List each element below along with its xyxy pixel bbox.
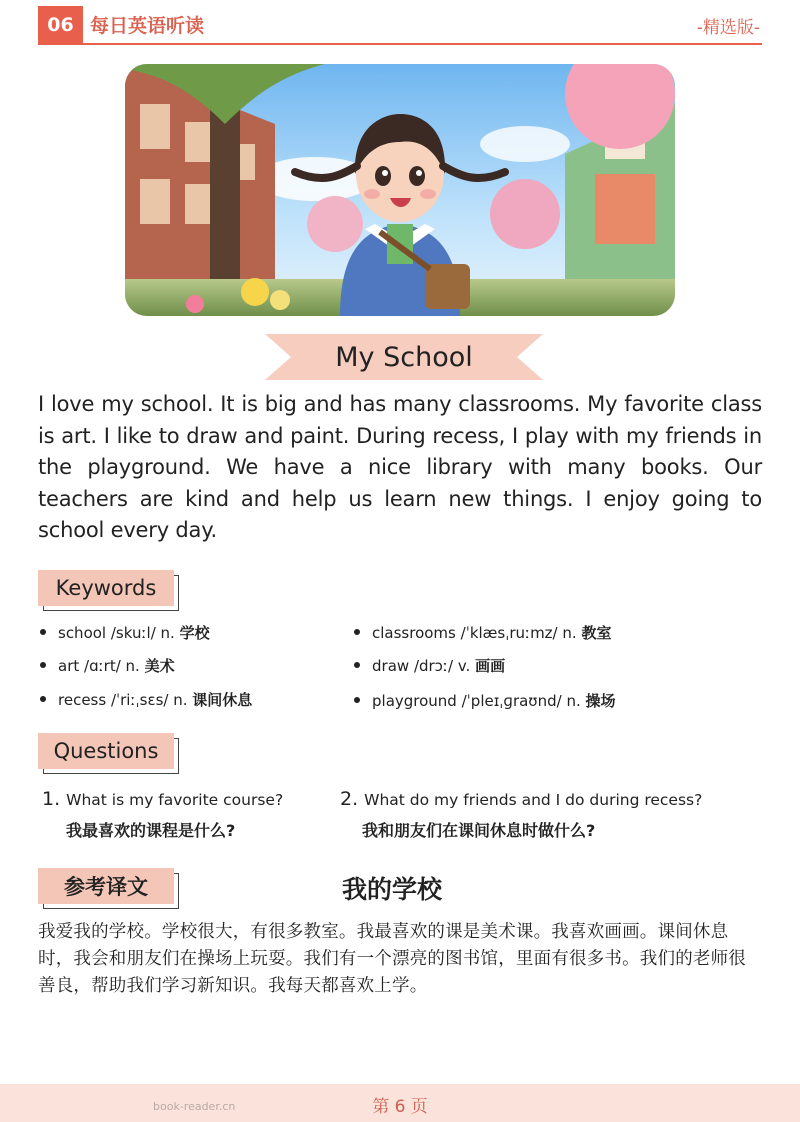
translation-body: 我爱我的学校。学校很大，有很多教室。我最喜欢的课是美术课。我喜欢画画。课间休息时，我会和朋友们在操场上玩耍。我们有一个漂亮的图书馆，里面有很多书。我们的老师很善良，帮助我们学习新知识。我每天都喜欢上学。 (38, 922, 746, 996)
footer-website: book-reader.cn (153, 1100, 236, 1113)
translation-label: 参考译文 (38, 868, 174, 904)
page-header (38, 6, 762, 46)
translation-title: 我的学校 (342, 875, 443, 904)
bullet-dot (354, 697, 360, 703)
keyword-item: school /skuːl/ n. 学校 (40, 622, 210, 643)
series-title: 每日英语听读 (90, 15, 205, 37)
bullet-dot (40, 629, 46, 635)
keyword-item: playground /ˈpleɪˌɡraʊnd/ n. 操场 (354, 690, 616, 711)
lesson-number-badge: 06 (38, 6, 83, 44)
keyword-item: classrooms /ˈklæsˌruːmz/ n. 教室 (354, 622, 611, 643)
question-1-zh: 我最喜欢的课程是什么? (66, 821, 236, 840)
story-illustration (125, 64, 675, 316)
question-2-zh: 我和朋友们在课间休息时做什么? (362, 821, 596, 840)
bullet-dot (40, 662, 46, 668)
translation-section-tag (38, 868, 174, 904)
bullet-dot (354, 629, 360, 635)
story-title: My School (335, 341, 473, 373)
page-number: 第 6 页 (372, 1097, 428, 1117)
keyword-item: draw /drɔː/ v. 画画 (354, 655, 505, 676)
bullet-dot (40, 696, 46, 702)
questions-label: Questions (38, 733, 174, 769)
keywords-section-tag (38, 570, 174, 606)
question-1-en: 1. What is my favorite course? (42, 788, 284, 810)
header-divider (38, 43, 762, 45)
bullet-dot (354, 662, 360, 668)
keyword-item: recess /ˈriːˌsɛs/ n. 课间休息 (40, 689, 252, 710)
story-passage: I love my school. It is big and has many classrooms. My favorite class is art. I like to draw and paint. During recess, I play with my friends in the playground. We have a nice library with many books. Our teachers are kind and help us learn new things. I enjoy going to school every day. (38, 392, 762, 542)
keyword-item: art /ɑːrt/ n. 美术 (40, 655, 175, 676)
questions-section-tag (38, 733, 174, 769)
page-footer (0, 1084, 800, 1122)
edition-label: -精选版- (696, 18, 760, 38)
keywords-label: Keywords (38, 570, 174, 606)
school-girl-illustration (125, 64, 675, 316)
question-2-en: 2. What do my friends and I do during recess? (340, 788, 703, 810)
story-title-banner (265, 334, 543, 380)
